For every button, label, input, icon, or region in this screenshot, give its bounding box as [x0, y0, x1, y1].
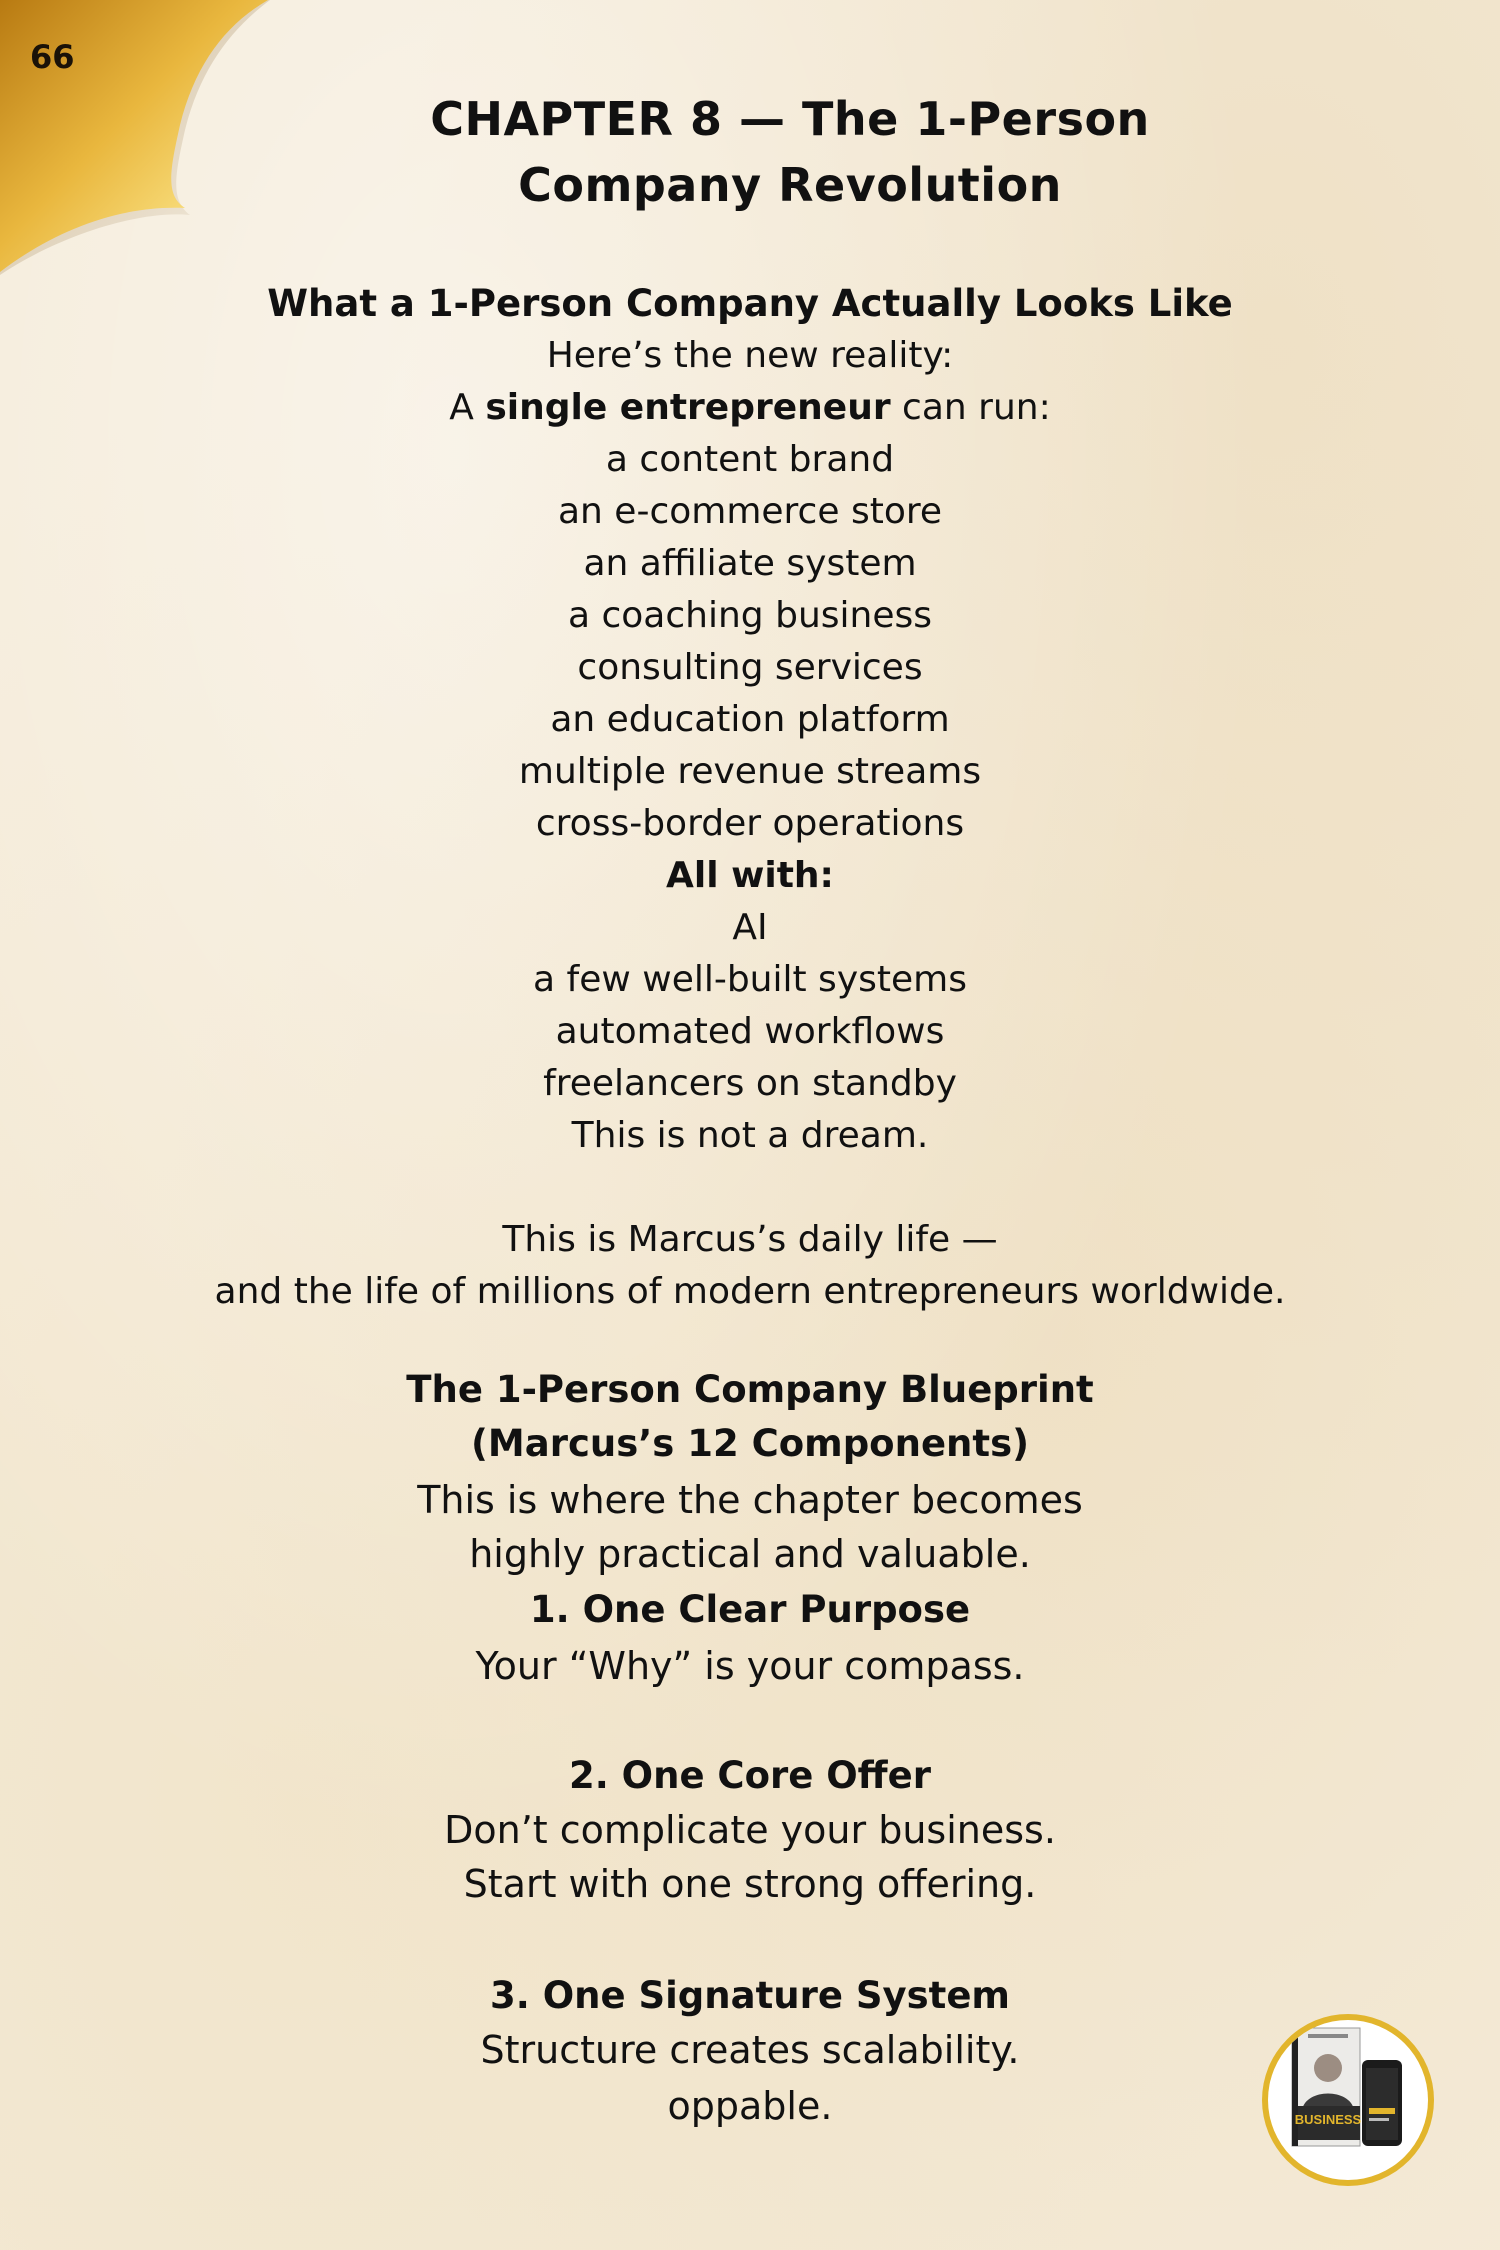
list-item: a coaching business — [567, 595, 932, 636]
badge-cover-title: BUSINESS — [1294, 2112, 1362, 2127]
list-item: an affiliate system — [583, 543, 917, 584]
component-text: Structure creates scalability. — [480, 2028, 1020, 2072]
lead-bold: single entrepreneur — [485, 387, 891, 428]
component-title: 3. One Signature System — [490, 1974, 1010, 2017]
component-text: Start with one strong offering. — [463, 1862, 1037, 1906]
chapter-title-line-1: CHAPTER 8 — The 1-Person — [430, 92, 1150, 146]
list-item: multiple revenue streams — [518, 751, 982, 792]
component-text: oppable. — [667, 2084, 833, 2128]
list-item: consulting services — [577, 647, 923, 688]
list-item: cross-border operations — [535, 803, 965, 844]
daily-life-line-2: and the life of millions of modern entrepreneurs worldwide. — [214, 1271, 1286, 1312]
list-item: an education platform — [550, 699, 950, 740]
blueprint-intro-line-2: highly practical and valuable. — [469, 1532, 1031, 1576]
component-title: 2. One Core Offer — [568, 1754, 931, 1797]
list-item: automated workflows — [555, 1011, 945, 1052]
all-with-label: All with: — [666, 855, 834, 896]
component-title: 1. One Clear Purpose — [529, 1588, 971, 1631]
lead-suffix: can run: — [890, 387, 1051, 428]
list-item: AI — [732, 907, 768, 948]
page-number: 66 — [30, 38, 75, 76]
book-cover-badge — [1258, 2010, 1438, 2190]
chapter-title — [300, 86, 1280, 218]
blueprint-heading-line-2: (Marcus’s 12 Components) — [471, 1422, 1029, 1465]
closing-line: This is not a dream. — [571, 1115, 929, 1156]
lead-prefix: A — [449, 387, 486, 428]
daily-life-line-1: This is Marcus’s daily life — — [502, 1219, 998, 1260]
blueprint-heading-line-1: The 1-Person Company Blueprint — [406, 1368, 1094, 1411]
list-item: an e-commerce store — [557, 491, 942, 532]
section-heading: What a 1-Person Company Actually Looks Like — [267, 282, 1233, 325]
component-text: Don’t complicate your business. — [444, 1808, 1056, 1852]
blueprint-intro-line-1: This is where the chapter becomes — [417, 1478, 1083, 1522]
component-text: Your “Why” is your compass. — [475, 1644, 1025, 1688]
list-item: a few well-built systems — [533, 959, 967, 1000]
list-item: freelancers on standby — [543, 1063, 957, 1104]
chapter-title-line-2: Company Revolution — [518, 158, 1062, 212]
section-intro: Here’s the new reality: — [546, 335, 954, 376]
list-item: a content brand — [605, 439, 895, 480]
lead-line — [0, 384, 1500, 432]
